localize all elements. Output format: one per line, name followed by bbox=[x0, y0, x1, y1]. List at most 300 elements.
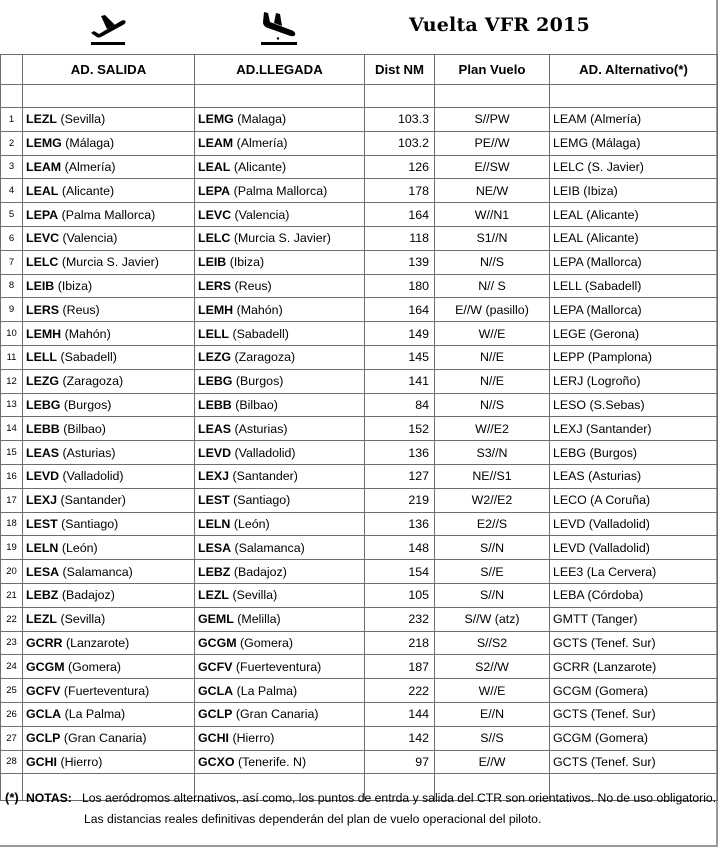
departure-name: (Lanzarote) bbox=[65, 635, 130, 650]
departure-cell bbox=[23, 155, 195, 179]
table-row bbox=[1, 464, 718, 488]
departure-name: (Salamanca) bbox=[62, 564, 133, 579]
alternate-cell: LEAS (Asturias) bbox=[550, 464, 718, 488]
plan-cell: E//W (pasillo) bbox=[435, 298, 550, 322]
departure-cell bbox=[23, 631, 195, 655]
departure-cell bbox=[23, 441, 195, 465]
plan-cell: E//W bbox=[435, 750, 550, 774]
arrival-name: (La Palma) bbox=[236, 683, 298, 698]
plan-cell: N// S bbox=[435, 274, 550, 298]
distance-cell: 141 bbox=[365, 369, 435, 393]
departure-code: LEZG bbox=[26, 374, 60, 389]
departure-code: GCGM bbox=[26, 659, 65, 674]
alternate-cell: LEAL (Alicante) bbox=[550, 203, 718, 227]
arrival-cell bbox=[195, 464, 365, 488]
departure-cell bbox=[23, 512, 195, 536]
header bbox=[0, 0, 720, 54]
row-number: 15 bbox=[1, 441, 23, 465]
departure-code: GCFV bbox=[26, 683, 61, 698]
alternate-cell: LEBA (Córdoba) bbox=[550, 583, 718, 607]
departure-cell bbox=[23, 583, 195, 607]
arrival-code: GCLP bbox=[198, 707, 233, 722]
table-row bbox=[1, 679, 718, 703]
departure-name: (Bilbao) bbox=[63, 421, 106, 436]
arrival-cell bbox=[195, 536, 365, 560]
arrival-name: (Santander) bbox=[232, 469, 298, 484]
plan-cell: N//S bbox=[435, 393, 550, 417]
departure-code: LEVD bbox=[26, 469, 60, 484]
alternate-cell: LEBG (Burgos) bbox=[550, 441, 718, 465]
departure-name: (León) bbox=[61, 540, 98, 555]
plan-cell: PE//W bbox=[435, 131, 550, 155]
arrival-name: (Malaga) bbox=[237, 112, 287, 127]
departure-code: LESA bbox=[26, 564, 60, 579]
arrival-cell bbox=[195, 417, 365, 441]
alternate-cell: GCTS (Tenef. Sur) bbox=[550, 702, 718, 726]
arrival-name: (Ibiza) bbox=[229, 255, 265, 270]
row-number: 16 bbox=[1, 464, 23, 488]
departure-name: (La Palma) bbox=[64, 707, 126, 722]
arrival-cell bbox=[195, 393, 365, 417]
row-number: 8 bbox=[1, 274, 23, 298]
arrival-cell bbox=[195, 702, 365, 726]
departure-name: (Asturias) bbox=[62, 445, 116, 460]
row-number: 22 bbox=[1, 607, 23, 631]
departure-code: LEBG bbox=[26, 397, 61, 412]
arrival-code: GCGM bbox=[198, 635, 237, 650]
alternate-cell: LECO (A Coruña) bbox=[550, 488, 718, 512]
departure-name: (Burgos) bbox=[63, 397, 112, 412]
table-row bbox=[1, 655, 718, 679]
arrival-cell bbox=[195, 155, 365, 179]
flight-legs-table bbox=[0, 54, 718, 801]
notes-asterisk: (*) bbox=[5, 790, 19, 805]
distance-cell: 97 bbox=[365, 750, 435, 774]
arrival-cell bbox=[195, 179, 365, 203]
arrival-code: LELC bbox=[198, 231, 231, 246]
arrival-name: (León) bbox=[233, 516, 270, 531]
departure-name: (Málaga) bbox=[65, 136, 115, 151]
plan-cell: W//E2 bbox=[435, 417, 550, 441]
departure-cell bbox=[23, 345, 195, 369]
departure-code: LEVC bbox=[26, 231, 60, 246]
distance-cell: 145 bbox=[365, 345, 435, 369]
departure-name: (Badajoz) bbox=[61, 588, 115, 603]
arrival-cell bbox=[195, 726, 365, 750]
plan-cell: N//S bbox=[435, 250, 550, 274]
table-row bbox=[1, 441, 718, 465]
departure-code: LEST bbox=[26, 516, 58, 531]
table-body bbox=[1, 85, 718, 801]
arrival-name: (Reus) bbox=[234, 278, 272, 293]
alternate-cell: GCTS (Tenef. Sur) bbox=[550, 631, 718, 655]
arrival-name: (Gomera) bbox=[240, 635, 294, 650]
plan-cell: N//E bbox=[435, 345, 550, 369]
row-number: 5 bbox=[1, 203, 23, 227]
distance-cell: 149 bbox=[365, 322, 435, 346]
arrival-cell bbox=[195, 512, 365, 536]
arrival-name: (Almería) bbox=[236, 136, 288, 151]
departure-cell bbox=[23, 203, 195, 227]
arrival-code: LEBB bbox=[198, 397, 232, 412]
table-row bbox=[1, 155, 718, 179]
blank-row bbox=[1, 85, 718, 108]
table-row bbox=[1, 536, 718, 560]
table-row bbox=[1, 203, 718, 227]
col-alternate-header: AD. Alternativo(*) bbox=[550, 55, 718, 85]
table-row bbox=[1, 369, 718, 393]
row-number: 21 bbox=[1, 583, 23, 607]
distance-cell: 219 bbox=[365, 488, 435, 512]
arrival-code: LEZL bbox=[198, 588, 229, 603]
distance-cell: 180 bbox=[365, 274, 435, 298]
arrival-cell bbox=[195, 298, 365, 322]
arrival-code: GCHI bbox=[198, 731, 229, 746]
row-number: 20 bbox=[1, 560, 23, 584]
arrival-cell bbox=[195, 345, 365, 369]
notes-line-1: Los aeródromos alternativos, así como, los puntos de entrda y salida del CTR son orientativos. No de uso obligatorio. bbox=[82, 791, 716, 805]
arrival-name: (Hierro) bbox=[232, 731, 275, 746]
departure-cell bbox=[23, 464, 195, 488]
row-number: 24 bbox=[1, 655, 23, 679]
plan-cell: E2//S bbox=[435, 512, 550, 536]
arrival-name: (Bilbao) bbox=[235, 397, 278, 412]
table-row bbox=[1, 226, 718, 250]
row-number: 10 bbox=[1, 322, 23, 346]
departure-cell bbox=[23, 417, 195, 441]
departure-cell bbox=[23, 226, 195, 250]
departure-code: LEIB bbox=[26, 278, 55, 293]
col-distance-header: Dist NM bbox=[365, 55, 435, 85]
plan-cell: W//N1 bbox=[435, 203, 550, 227]
arrival-code: LEPA bbox=[198, 183, 231, 198]
plan-cell: S//E bbox=[435, 560, 550, 584]
row-number: 19 bbox=[1, 536, 23, 560]
arrival-name: (Gran Canaria) bbox=[235, 707, 319, 722]
arrival-name: (Melilla) bbox=[237, 612, 281, 627]
arrival-name: (Zaragoza) bbox=[234, 350, 296, 365]
table-row bbox=[1, 417, 718, 441]
landing-icon bbox=[258, 8, 300, 53]
distance-cell: 118 bbox=[365, 226, 435, 250]
table-row bbox=[1, 726, 718, 750]
distance-cell: 164 bbox=[365, 203, 435, 227]
table-row bbox=[1, 512, 718, 536]
departure-name: (Fuerteventura) bbox=[63, 683, 150, 698]
distance-cell: 105 bbox=[365, 583, 435, 607]
departure-name: (Zaragoza) bbox=[62, 374, 124, 389]
plan-cell: S//PW bbox=[435, 108, 550, 132]
distance-cell: 126 bbox=[365, 155, 435, 179]
arrival-cell bbox=[195, 131, 365, 155]
departure-cell bbox=[23, 369, 195, 393]
distance-cell: 154 bbox=[365, 560, 435, 584]
departure-code: GCRR bbox=[26, 635, 63, 650]
alternate-cell: LERJ (Logroño) bbox=[550, 369, 718, 393]
notes-label: NOTAS: bbox=[26, 791, 72, 805]
departure-code: LEPA bbox=[26, 207, 59, 222]
departure-cell bbox=[23, 607, 195, 631]
distance-cell: 232 bbox=[365, 607, 435, 631]
arrival-name: (Valladolid) bbox=[234, 445, 296, 460]
row-number: 3 bbox=[1, 155, 23, 179]
arrival-name: (Salamanca) bbox=[234, 540, 305, 555]
departure-code: LERS bbox=[26, 302, 60, 317]
alternate-cell: LEAL (Alicante) bbox=[550, 226, 718, 250]
departure-code: LEAL bbox=[26, 183, 59, 198]
arrival-cell bbox=[195, 441, 365, 465]
arrival-code: LEAL bbox=[198, 159, 231, 174]
plan-cell: S//N bbox=[435, 583, 550, 607]
arrival-cell bbox=[195, 488, 365, 512]
arrival-code: LESA bbox=[198, 540, 232, 555]
col-arrival-header: AD.LLEGADA bbox=[195, 55, 365, 85]
arrival-cell bbox=[195, 631, 365, 655]
arrival-cell bbox=[195, 655, 365, 679]
arrival-code: GEML bbox=[198, 612, 234, 627]
row-number: 14 bbox=[1, 417, 23, 441]
distance-cell: 84 bbox=[365, 393, 435, 417]
table-row bbox=[1, 179, 718, 203]
departure-name: (Valencia) bbox=[62, 231, 118, 246]
departure-cell bbox=[23, 726, 195, 750]
distance-cell: 144 bbox=[365, 702, 435, 726]
alternate-cell: LESO (S.Sebas) bbox=[550, 393, 718, 417]
departure-name: (Gran Canaria) bbox=[63, 731, 147, 746]
alternate-cell: LELC (S. Javier) bbox=[550, 155, 718, 179]
distance-cell: 103.2 bbox=[365, 131, 435, 155]
arrival-code: LEAS bbox=[198, 421, 232, 436]
plan-cell: W//E bbox=[435, 322, 550, 346]
distance-cell: 139 bbox=[365, 250, 435, 274]
departure-name: (Palma Mallorca) bbox=[61, 207, 156, 222]
arrival-cell bbox=[195, 108, 365, 132]
plan-cell: NE//S1 bbox=[435, 464, 550, 488]
row-number: 13 bbox=[1, 393, 23, 417]
arrival-code: LEVD bbox=[198, 445, 232, 460]
distance-cell: 142 bbox=[365, 726, 435, 750]
arrival-name: (Santiago) bbox=[233, 493, 291, 508]
arrival-code: LEMG bbox=[198, 112, 234, 127]
arrival-code: LEVC bbox=[198, 207, 232, 222]
row-number: 1 bbox=[1, 108, 23, 132]
distance-cell: 164 bbox=[365, 298, 435, 322]
arrival-name: (Murcia S. Javier) bbox=[233, 231, 331, 246]
departure-code: LEBZ bbox=[26, 588, 59, 603]
departure-code: GCHI bbox=[26, 754, 57, 769]
departure-name: (Gomera) bbox=[68, 659, 122, 674]
departure-code: LEZL bbox=[26, 112, 57, 127]
alternate-cell: LEE3 (La Cervera) bbox=[550, 560, 718, 584]
arrival-name: (Alicante) bbox=[233, 159, 287, 174]
alternate-cell: LEVD (Valladolid) bbox=[550, 512, 718, 536]
departure-code: LEMG bbox=[26, 136, 62, 151]
arrival-name: (Sevilla) bbox=[232, 588, 278, 603]
page-title: Vuelta VFR 2015 bbox=[409, 14, 590, 36]
plan-cell: S//S2 bbox=[435, 631, 550, 655]
arrival-code: LEST bbox=[198, 493, 230, 508]
alternate-cell: GCGM (Gomera) bbox=[550, 679, 718, 703]
arrival-cell bbox=[195, 369, 365, 393]
departure-code: LEBB bbox=[26, 421, 60, 436]
alternate-cell: GCTS (Tenef. Sur) bbox=[550, 750, 718, 774]
departure-name: (Murcia S. Javier) bbox=[61, 255, 159, 270]
arrival-cell bbox=[195, 322, 365, 346]
table-row bbox=[1, 131, 718, 155]
arrival-name: (Fuerteventura) bbox=[235, 659, 322, 674]
departure-code: LEAM bbox=[26, 159, 62, 174]
row-number: 12 bbox=[1, 369, 23, 393]
plan-cell: E//N bbox=[435, 702, 550, 726]
arrival-cell bbox=[195, 560, 365, 584]
departure-name: (Santander) bbox=[60, 493, 126, 508]
departure-name: (Valladolid) bbox=[62, 469, 124, 484]
arrival-name: (Palma Mallorca) bbox=[233, 183, 328, 198]
plan-cell: W//E bbox=[435, 679, 550, 703]
alternate-cell: LELL (Sabadell) bbox=[550, 274, 718, 298]
table-row bbox=[1, 750, 718, 774]
arrival-cell bbox=[195, 750, 365, 774]
distance-cell: 152 bbox=[365, 417, 435, 441]
row-number: 9 bbox=[1, 298, 23, 322]
distance-cell: 127 bbox=[365, 464, 435, 488]
row-number: 6 bbox=[1, 226, 23, 250]
arrival-code: LEAM bbox=[198, 136, 234, 151]
alternate-cell: GCRR (Lanzarote) bbox=[550, 655, 718, 679]
arrival-name: (Badajoz) bbox=[233, 564, 287, 579]
distance-cell: 222 bbox=[365, 679, 435, 703]
departure-name: (Almería) bbox=[64, 159, 116, 174]
departure-code: LELL bbox=[26, 350, 57, 365]
alternate-cell: GCGM (Gomera) bbox=[550, 726, 718, 750]
row-number: 17 bbox=[1, 488, 23, 512]
departure-cell bbox=[23, 702, 195, 726]
arrival-name: (Sabadell) bbox=[232, 326, 289, 341]
table-header-row bbox=[1, 55, 718, 85]
alternate-cell: LEMG (Málaga) bbox=[550, 131, 718, 155]
arrival-code: LEMH bbox=[198, 302, 234, 317]
departure-name: (Sabadell) bbox=[60, 350, 117, 365]
alternate-cell: LEIB (Ibiza) bbox=[550, 179, 718, 203]
arrival-code: LELL bbox=[198, 326, 229, 341]
alternate-cell: LEPP (Pamplona) bbox=[550, 345, 718, 369]
arrival-cell bbox=[195, 250, 365, 274]
departure-name: (Sevilla) bbox=[60, 112, 106, 127]
arrival-code: LERS bbox=[198, 278, 232, 293]
row-number: 7 bbox=[1, 250, 23, 274]
arrival-name: (Tenerife. N) bbox=[237, 754, 307, 769]
departure-name: (Reus) bbox=[62, 302, 100, 317]
plan-cell: S//S bbox=[435, 726, 550, 750]
arrival-code: LEBZ bbox=[198, 564, 231, 579]
arrival-cell bbox=[195, 226, 365, 250]
distance-cell: 218 bbox=[365, 631, 435, 655]
arrival-cell bbox=[195, 274, 365, 298]
distance-cell: 103.3 bbox=[365, 108, 435, 132]
plan-cell: W2//E2 bbox=[435, 488, 550, 512]
alternate-cell: LEVD (Valladolid) bbox=[550, 536, 718, 560]
departure-cell bbox=[23, 274, 195, 298]
distance-cell: 148 bbox=[365, 536, 435, 560]
departure-code: LEAS bbox=[26, 445, 60, 460]
arrival-name: (Burgos) bbox=[235, 374, 284, 389]
distance-cell: 187 bbox=[365, 655, 435, 679]
arrival-name: (Asturias) bbox=[234, 421, 288, 436]
departure-cell bbox=[23, 488, 195, 512]
departure-code: GCLA bbox=[26, 707, 62, 722]
row-number: 26 bbox=[1, 702, 23, 726]
departure-name: (Sevilla) bbox=[60, 612, 106, 627]
table-row bbox=[1, 607, 718, 631]
arrival-cell bbox=[195, 679, 365, 703]
table-row bbox=[1, 322, 718, 346]
row-number: 4 bbox=[1, 179, 23, 203]
plan-cell: E//SW bbox=[435, 155, 550, 179]
arrival-code: LEBG bbox=[198, 374, 233, 389]
arrival-code: GCLA bbox=[198, 683, 234, 698]
col-number-header bbox=[1, 55, 23, 85]
col-plan-header: Plan Vuelo bbox=[435, 55, 550, 85]
departure-name: (Alicante) bbox=[61, 183, 115, 198]
plan-cell: S//W (atz) bbox=[435, 607, 550, 631]
plan-cell: N//E bbox=[435, 369, 550, 393]
arrival-cell bbox=[195, 607, 365, 631]
departure-code: GCLP bbox=[26, 731, 61, 746]
departure-cell bbox=[23, 298, 195, 322]
table-row bbox=[1, 583, 718, 607]
table-row bbox=[1, 702, 718, 726]
col-departure-header: AD. SALIDA bbox=[23, 55, 195, 85]
arrival-code: LEXJ bbox=[198, 469, 229, 484]
table-row bbox=[1, 274, 718, 298]
table-row bbox=[1, 488, 718, 512]
departure-cell bbox=[23, 131, 195, 155]
departure-name: (Santiago) bbox=[61, 516, 119, 531]
plan-cell: S2//W bbox=[435, 655, 550, 679]
departure-cell bbox=[23, 250, 195, 274]
row-number: 18 bbox=[1, 512, 23, 536]
departure-code: LEZL bbox=[26, 612, 57, 627]
arrival-code: LEZG bbox=[198, 350, 232, 365]
arrival-code: GCXO bbox=[198, 754, 235, 769]
arrival-code: LEIB bbox=[198, 255, 227, 270]
departure-cell bbox=[23, 536, 195, 560]
departure-name: (Hierro) bbox=[60, 754, 103, 769]
arrival-name: (Mahón) bbox=[236, 302, 283, 317]
row-number: 27 bbox=[1, 726, 23, 750]
arrival-cell bbox=[195, 203, 365, 227]
table-row bbox=[1, 393, 718, 417]
row-number: 28 bbox=[1, 750, 23, 774]
departure-code: LEMH bbox=[26, 326, 62, 341]
takeoff-icon bbox=[88, 8, 128, 53]
alternate-cell: LEGE (Gerona) bbox=[550, 322, 718, 346]
arrival-code: GCFV bbox=[198, 659, 233, 674]
departure-cell bbox=[23, 750, 195, 774]
arrival-code: LELN bbox=[198, 516, 231, 531]
departure-cell bbox=[23, 322, 195, 346]
table-row bbox=[1, 345, 718, 369]
departure-cell bbox=[23, 560, 195, 584]
alternate-cell: GMTT (Tanger) bbox=[550, 607, 718, 631]
departure-code: LEXJ bbox=[26, 493, 57, 508]
row-number: 25 bbox=[1, 679, 23, 703]
departure-code: LELC bbox=[26, 255, 59, 270]
alternate-cell: LEPA (Mallorca) bbox=[550, 298, 718, 322]
departure-name: (Ibiza) bbox=[57, 278, 93, 293]
arrival-cell bbox=[195, 583, 365, 607]
plan-cell: S1//N bbox=[435, 226, 550, 250]
